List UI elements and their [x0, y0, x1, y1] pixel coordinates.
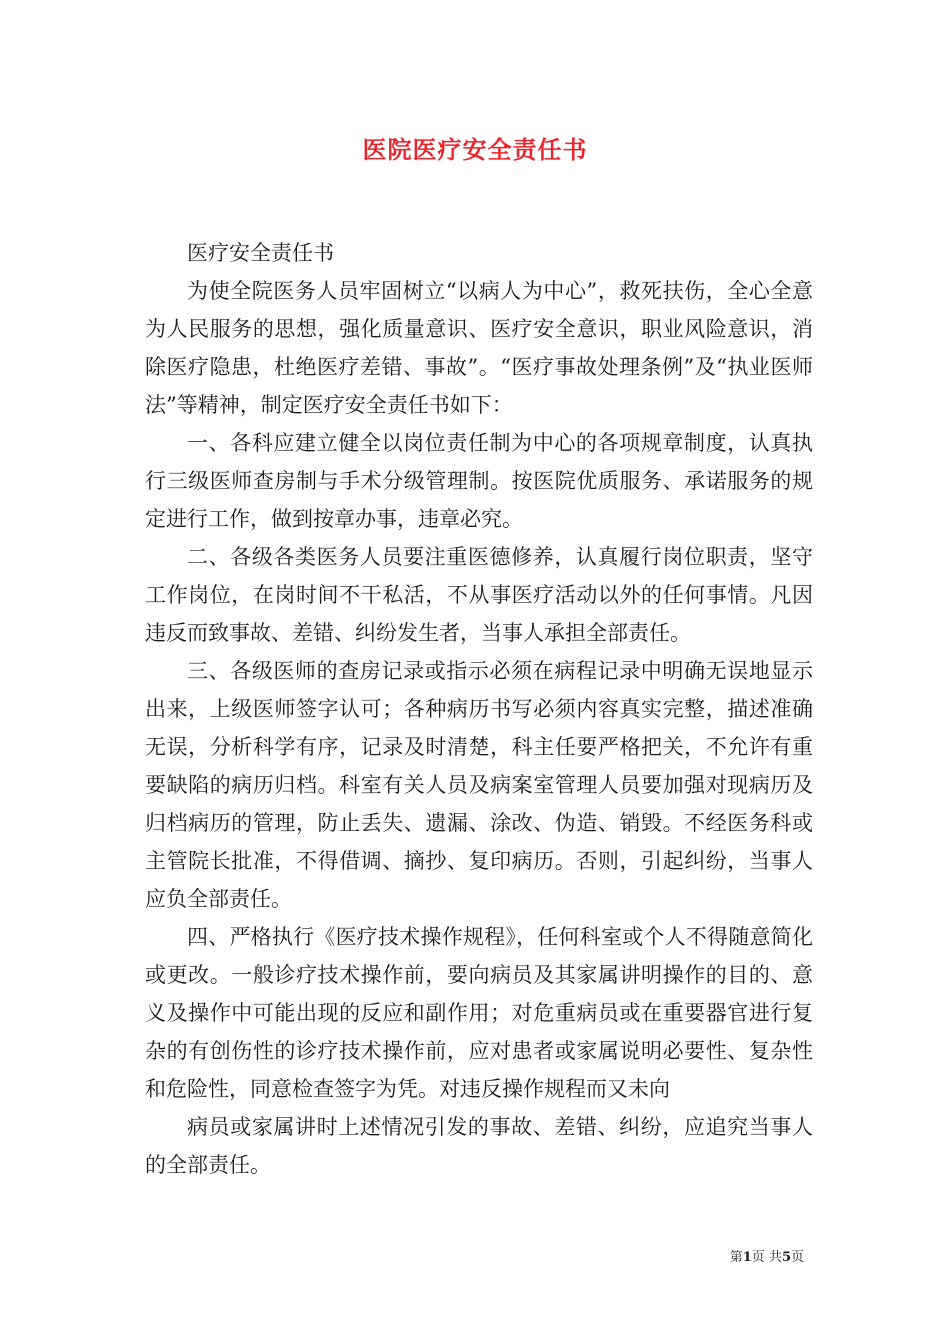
paragraph-clause-2: 二、各级各类医务人员要注重医德修养，认真履行岗位职责，坚守工作岗位，在岗时间不干私活，不从事医疗活动以外的任何事情。凡因违反而致事故、差错、纠纷发生者，当事人承担全部责任。: [145, 545, 813, 645]
page-number-footer: [730, 1248, 804, 1268]
section-heading: 医疗安全责任书: [187, 241, 334, 265]
footer-prefix: 第: [729, 1250, 743, 1265]
footer-middle: 页 共: [751, 1250, 782, 1265]
document-body: [145, 234, 813, 1184]
total-pages-number: 5: [781, 1250, 791, 1265]
paragraph-intro: 为使全院医务人员牢固树立“以病人为中心”，救死扶伤，全心全意为人民服务的思想，强化质量意识、医疗安全意识，职业风险意识，消除医疗隐患，杜绝医疗差错、事故”。“医疗事故处理条例”及“执业医师法”等精神，制定医疗安全责任书如下：: [145, 279, 813, 417]
footer-suffix: 页: [790, 1250, 804, 1265]
current-page-number: 1: [742, 1250, 752, 1265]
document-title: 医院医疗安全责任书: [362, 135, 588, 164]
paragraph-clause-3: 三、各级医师的查房记录或指示必须在病程记录中明确无误地显示出来，上级医师签字认可；各种病历书写必须内容真实完整，描述准确无误，分析科学有序，记录及时清楚，科主任要严格把关，不允许有重要缺陷的病历归档。科室有关人员及病案室管理人员要加强对现病历及归档病历的管理，防止丢失、遗漏、涂改、伪造、销毁。不经医务科或主管院长批准，不得借调、摘抄、复印病历。否则，引起纠纷，当事人应负全部责任。: [145, 659, 813, 911]
paragraph-clause-4-continued: 病员或家属讲时上述情况引发的事故、差错、纠纷，应追究当事人的全部责任。: [145, 1115, 813, 1177]
paragraph-clause-4: 四、严格执行《医疗技术操作规程》，任何科室或个人不得随意简化或更改。一般诊疗技术操作前，要向病员及其家属讲明操作的目的、意义及操作中可能出现的反应和副作用；对危重病员或在重要器官进行复杂的有创伤性的诊疗技术操作前，应对患者或家属说明必要性、复杂性和危险性，同意检查签字为凭。对违反操作规程而又未向: [145, 925, 813, 1101]
paragraph-clause-1: 一、各科应建立健全以岗位责任制为中心的各项规章制度，认真执行三级医师查房制与手术分级管理制。按医院优质服务、承诺服务的规定进行工作，做到按章办事，违章必究。: [145, 431, 813, 531]
